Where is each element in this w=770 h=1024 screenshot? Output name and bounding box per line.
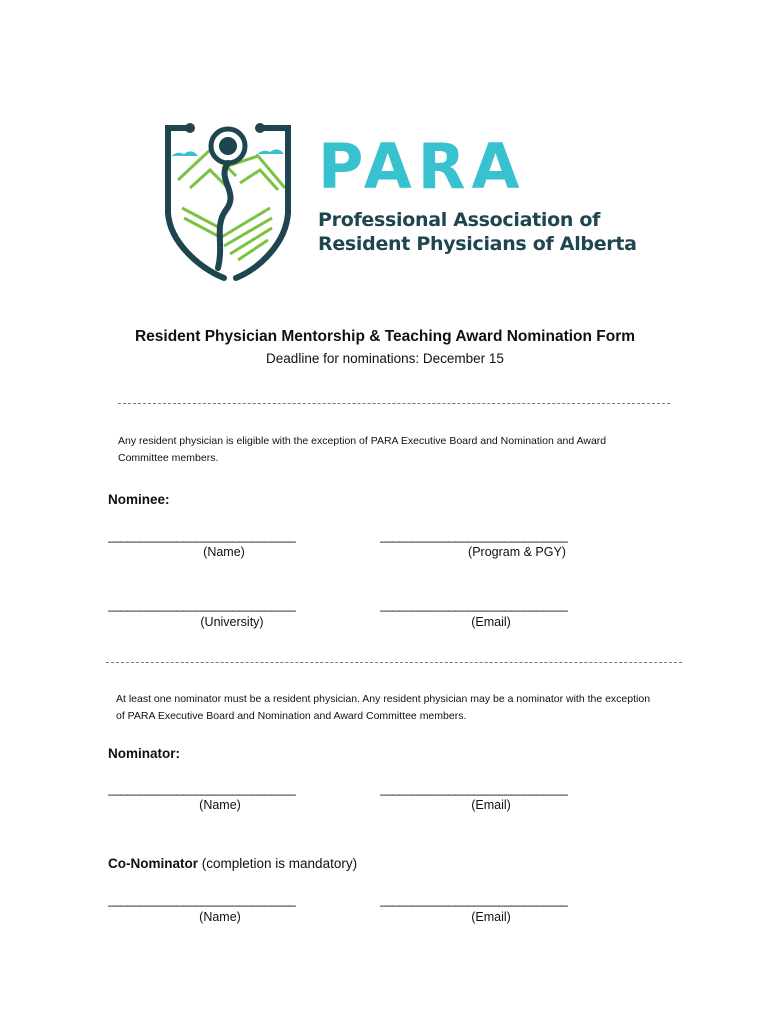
brand-subtitle xyxy=(318,208,637,256)
nominator-note-line-2: of PARA Executive Board and Nomination and Award Committee members. xyxy=(116,710,467,722)
nominee-name-label: (Name) xyxy=(203,545,245,559)
co-nominator-heading xyxy=(108,856,357,871)
eligibility-note xyxy=(118,433,678,467)
nominee-university-field[interactable]: ______________________________ xyxy=(108,597,295,612)
brand-subtitle-line-2: Resident Physicians of Alberta xyxy=(318,233,637,255)
nominee-program-field[interactable]: ______________________________ xyxy=(380,528,567,543)
nominator-name-label: (Name) xyxy=(199,798,241,812)
para-shield-logo-icon xyxy=(160,118,300,288)
divider xyxy=(106,662,682,663)
nominator-name-field[interactable]: ______________________________ xyxy=(108,781,295,796)
co-nominator-heading-note: (completion is mandatory) xyxy=(201,856,358,871)
co-nominator-name-label: (Name) xyxy=(199,910,241,924)
eligibility-note-line-1: Any resident physician is eligible with the exception of PARA Executive Board and Nomination and Award xyxy=(118,435,607,447)
brand-name: PARA xyxy=(318,130,526,203)
nominee-university-label: (University) xyxy=(200,615,264,629)
nominee-email-field[interactable]: ______________________________ xyxy=(380,597,567,612)
nominator-note xyxy=(116,691,686,725)
nominator-note-line-1: At least one nominator must be a resident physician. Any resident physician may be a nominator with the exception xyxy=(116,693,651,705)
nominator-email-label: (Email) xyxy=(471,798,511,812)
co-nominator-name-field[interactable]: ______________________________ xyxy=(108,892,295,907)
divider xyxy=(118,403,670,404)
nominator-heading: Nominator: xyxy=(108,746,180,761)
brand-subtitle-line-1: Professional Association of xyxy=(318,209,601,231)
nominee-email-label: (Email) xyxy=(471,615,511,629)
co-nominator-email-label: (Email) xyxy=(471,910,511,924)
deadline-text: Deadline for nominations: December 15 xyxy=(266,351,504,366)
co-nominator-email-field[interactable]: ______________________________ xyxy=(380,892,567,907)
nominee-program-label: (Program & PGY) xyxy=(468,545,566,559)
co-nominator-heading-text: Co-Nominator xyxy=(108,856,198,871)
eligibility-note-line-2: Committee members. xyxy=(118,452,219,464)
nominator-email-field[interactable]: ______________________________ xyxy=(380,781,567,796)
nominee-name-field[interactable]: ______________________________ xyxy=(108,528,295,543)
nominee-heading: Nominee: xyxy=(108,492,170,507)
form-title: Resident Physician Mentorship & Teaching Award Nomination Form xyxy=(134,328,636,345)
